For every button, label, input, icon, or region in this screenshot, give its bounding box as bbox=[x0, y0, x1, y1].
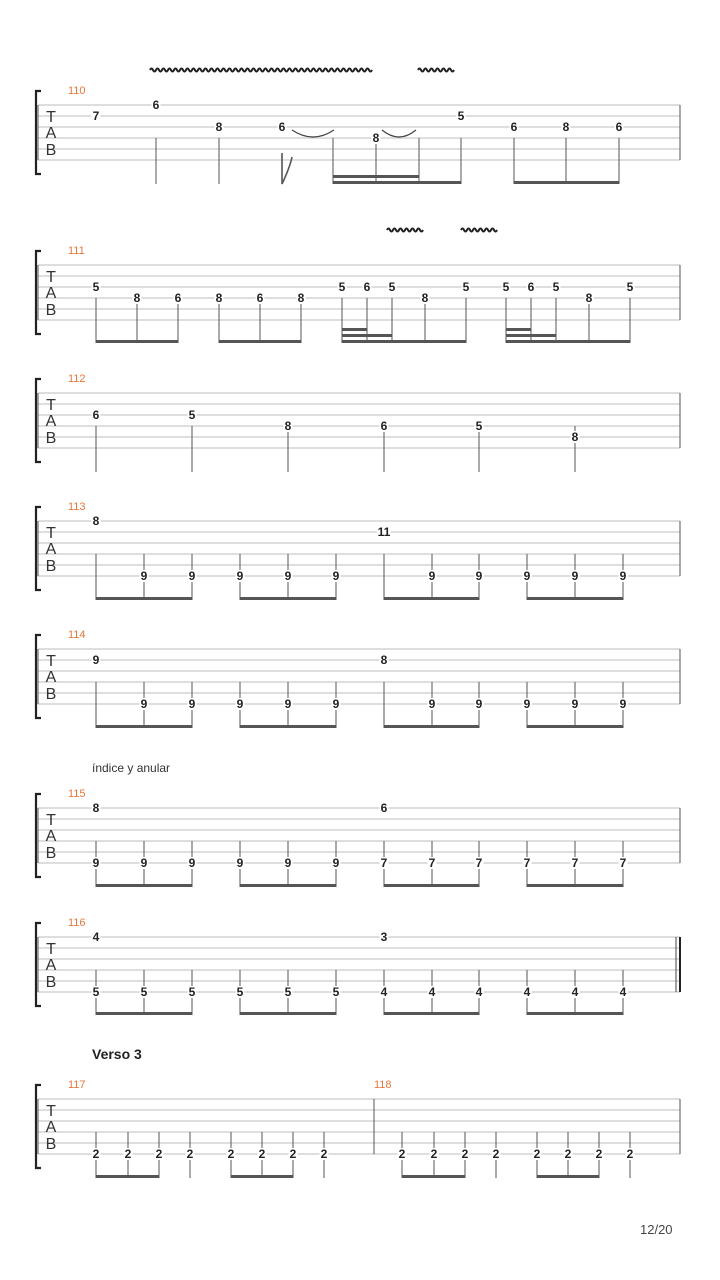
fret-number: 6 bbox=[152, 98, 160, 112]
fret-number: 9 bbox=[428, 697, 436, 711]
eighth-flag bbox=[282, 153, 292, 184]
vibrato-mark bbox=[387, 229, 423, 232]
fret-number: 4 bbox=[571, 985, 579, 999]
fret-number: 9 bbox=[332, 569, 340, 583]
tab-clef-a: A bbox=[45, 413, 57, 430]
tab-clef-a: A bbox=[45, 957, 57, 974]
fret-number: 5 bbox=[188, 408, 196, 422]
fret-number: 9 bbox=[619, 697, 627, 711]
page-indicator: 12/20 bbox=[640, 1222, 673, 1237]
tab-clef-t: T bbox=[46, 812, 56, 829]
note-beam bbox=[384, 1012, 479, 1015]
fret-number: 5 bbox=[188, 985, 196, 999]
note-beam bbox=[384, 884, 479, 887]
note-beam bbox=[96, 1012, 192, 1015]
fret-number: 9 bbox=[284, 856, 292, 870]
measure-number: 113 bbox=[68, 501, 86, 513]
fret-number: 8 bbox=[284, 419, 292, 433]
fret-number: 9 bbox=[619, 569, 627, 583]
tie-arc bbox=[382, 130, 416, 137]
fret-number: 6 bbox=[278, 120, 286, 134]
fret-number: 5 bbox=[140, 985, 148, 999]
tab-clef-b: B bbox=[45, 974, 57, 991]
note-beam bbox=[240, 725, 336, 728]
fret-number: 9 bbox=[284, 569, 292, 583]
tab-clef-t: T bbox=[46, 397, 56, 414]
fret-number: 5 bbox=[332, 985, 340, 999]
fret-number: 7 bbox=[92, 109, 100, 123]
note-beam bbox=[96, 884, 192, 887]
tie-arc bbox=[292, 130, 334, 137]
fret-number: 8 bbox=[562, 120, 570, 134]
vibrato-mark bbox=[150, 69, 372, 72]
fret-number: 7 bbox=[475, 856, 483, 870]
fret-number: 9 bbox=[92, 856, 100, 870]
fret-number: 8 bbox=[372, 131, 380, 145]
fret-number: 9 bbox=[236, 569, 244, 583]
note-beam bbox=[96, 340, 178, 343]
fret-number: 9 bbox=[140, 569, 148, 583]
fret-number: 9 bbox=[571, 697, 579, 711]
note-beam bbox=[506, 340, 630, 343]
fret-number: 8 bbox=[421, 291, 429, 305]
fret-number: 2 bbox=[124, 1147, 132, 1161]
fret-number: 5 bbox=[475, 419, 483, 433]
measure-number: 111 bbox=[68, 245, 85, 257]
tab-clef-a: A bbox=[45, 669, 57, 686]
note-beam bbox=[231, 1175, 293, 1178]
tab-clef-t: T bbox=[46, 941, 56, 958]
note-beam bbox=[342, 328, 367, 331]
fret-number: 6 bbox=[380, 419, 388, 433]
fret-number: 6 bbox=[256, 291, 264, 305]
fret-number: 5 bbox=[626, 280, 634, 294]
fret-number: 9 bbox=[236, 856, 244, 870]
measure-number: 112 bbox=[68, 373, 86, 385]
fret-number: 9 bbox=[188, 569, 196, 583]
note-beam bbox=[537, 1175, 599, 1178]
tab-clef-b: B bbox=[45, 558, 57, 575]
note-beam bbox=[384, 597, 479, 600]
note-beam bbox=[527, 1012, 623, 1015]
measure-number: 115 bbox=[68, 788, 86, 800]
fret-number: 8 bbox=[215, 120, 223, 134]
fret-number: 2 bbox=[258, 1147, 266, 1161]
note-beam bbox=[219, 340, 301, 343]
fret-number: 7 bbox=[571, 856, 579, 870]
fret-number: 5 bbox=[338, 280, 346, 294]
note-beam bbox=[527, 884, 623, 887]
fret-number: 2 bbox=[430, 1147, 438, 1161]
measure-number: 118 bbox=[374, 1079, 392, 1091]
note-beam bbox=[402, 1175, 465, 1178]
fret-number: 9 bbox=[188, 697, 196, 711]
measure-number: 117 bbox=[68, 1079, 86, 1091]
fret-number: 5 bbox=[236, 985, 244, 999]
tab-clef-a: A bbox=[45, 828, 57, 845]
fret-number: 9 bbox=[475, 569, 483, 583]
fret-number: 4 bbox=[475, 985, 483, 999]
fret-number: 9 bbox=[571, 569, 579, 583]
tab-clef-t: T bbox=[46, 109, 56, 126]
fret-number: 2 bbox=[398, 1147, 406, 1161]
fret-number: 8 bbox=[92, 801, 100, 815]
note-beam bbox=[333, 181, 461, 184]
measure-number: 114 bbox=[68, 629, 86, 641]
vibrato-mark bbox=[418, 69, 454, 72]
note-beam bbox=[96, 725, 192, 728]
fret-number: 6 bbox=[174, 291, 182, 305]
fret-number: 6 bbox=[92, 408, 100, 422]
fret-number: 5 bbox=[284, 985, 292, 999]
note-beam bbox=[96, 1175, 159, 1178]
note-beam bbox=[333, 175, 419, 178]
tab-clef-b: B bbox=[45, 142, 57, 159]
fret-number: 9 bbox=[332, 697, 340, 711]
fret-number: 8 bbox=[92, 514, 100, 528]
fret-number: 9 bbox=[475, 697, 483, 711]
fret-number: 2 bbox=[533, 1147, 541, 1161]
fret-number: 9 bbox=[284, 697, 292, 711]
fret-number: 6 bbox=[615, 120, 623, 134]
fret-number: 2 bbox=[320, 1147, 328, 1161]
fret-number: 2 bbox=[595, 1147, 603, 1161]
tab-clef-a: A bbox=[45, 541, 57, 558]
fret-number: 6 bbox=[380, 801, 388, 815]
note-beam bbox=[506, 328, 531, 331]
fret-number: 5 bbox=[92, 985, 100, 999]
note-beam bbox=[506, 334, 556, 337]
section-title: Verso 3 bbox=[92, 1046, 142, 1062]
fret-number: 9 bbox=[236, 697, 244, 711]
fret-number: 7 bbox=[523, 856, 531, 870]
fret-number: 2 bbox=[92, 1147, 100, 1161]
tab-clef-t: T bbox=[46, 1103, 56, 1120]
fret-number: 2 bbox=[564, 1147, 572, 1161]
fret-number: 9 bbox=[523, 569, 531, 583]
fret-number: 6 bbox=[510, 120, 518, 134]
fret-number: 2 bbox=[186, 1147, 194, 1161]
tab-clef-a: A bbox=[45, 1119, 57, 1136]
note-beam bbox=[527, 597, 623, 600]
tab-clef-a: A bbox=[45, 125, 57, 142]
fret-number: 2 bbox=[155, 1147, 163, 1161]
measure-number: 110 bbox=[68, 85, 86, 97]
fret-number: 9 bbox=[92, 653, 100, 667]
fret-number: 6 bbox=[527, 280, 535, 294]
note-beam bbox=[384, 725, 479, 728]
note-beam bbox=[514, 181, 619, 184]
fret-number: 5 bbox=[388, 280, 396, 294]
tab-clef-b: B bbox=[45, 845, 57, 862]
fret-number: 4 bbox=[380, 985, 388, 999]
fret-number: 5 bbox=[457, 109, 465, 123]
fret-number: 9 bbox=[188, 856, 196, 870]
fret-number: 7 bbox=[619, 856, 627, 870]
fret-number: 2 bbox=[461, 1147, 469, 1161]
note-beam bbox=[240, 597, 336, 600]
fret-number: 5 bbox=[552, 280, 560, 294]
fret-number: 7 bbox=[428, 856, 436, 870]
fingering-annotation: índice y anular bbox=[92, 761, 171, 775]
fret-number: 9 bbox=[140, 697, 148, 711]
fret-number: 8 bbox=[585, 291, 593, 305]
fret-number: 8 bbox=[215, 291, 223, 305]
fret-number: 4 bbox=[523, 985, 531, 999]
note-beam bbox=[240, 884, 336, 887]
fret-number: 9 bbox=[523, 697, 531, 711]
fret-number: 5 bbox=[92, 280, 100, 294]
tab-clef-b: B bbox=[45, 686, 57, 703]
fret-number: 11 bbox=[377, 525, 391, 539]
tab-clef-a: A bbox=[45, 285, 57, 302]
fret-number: 2 bbox=[626, 1147, 634, 1161]
fret-number: 7 bbox=[380, 856, 388, 870]
tab-clef-t: T bbox=[46, 653, 56, 670]
measure-number: 116 bbox=[68, 917, 86, 929]
fret-number: 4 bbox=[92, 930, 100, 944]
fret-number: 6 bbox=[363, 280, 371, 294]
fret-number: 8 bbox=[133, 291, 141, 305]
fret-number: 5 bbox=[502, 280, 510, 294]
note-beam bbox=[342, 340, 466, 343]
fret-number: 8 bbox=[297, 291, 305, 305]
fret-number: 8 bbox=[571, 430, 579, 444]
note-beam bbox=[96, 597, 192, 600]
note-beam bbox=[240, 1012, 336, 1015]
tab-clef-b: B bbox=[45, 430, 57, 447]
fret-number: 3 bbox=[380, 930, 388, 944]
fret-number: 4 bbox=[428, 985, 436, 999]
note-beam bbox=[527, 725, 623, 728]
fret-number: 9 bbox=[140, 856, 148, 870]
fret-number: 8 bbox=[380, 653, 388, 667]
tab-clef-t: T bbox=[46, 525, 56, 542]
fret-number: 2 bbox=[289, 1147, 297, 1161]
fret-number: 4 bbox=[619, 985, 627, 999]
fret-number: 5 bbox=[462, 280, 470, 294]
vibrato-mark bbox=[461, 229, 497, 232]
note-beam bbox=[342, 334, 392, 337]
tab-clef-b: B bbox=[45, 1136, 57, 1153]
fret-number: 2 bbox=[227, 1147, 235, 1161]
fret-number: 9 bbox=[332, 856, 340, 870]
tab-clef-b: B bbox=[45, 302, 57, 319]
fret-number: 2 bbox=[492, 1147, 500, 1161]
fret-number: 9 bbox=[428, 569, 436, 583]
tab-clef-t: T bbox=[46, 269, 56, 286]
